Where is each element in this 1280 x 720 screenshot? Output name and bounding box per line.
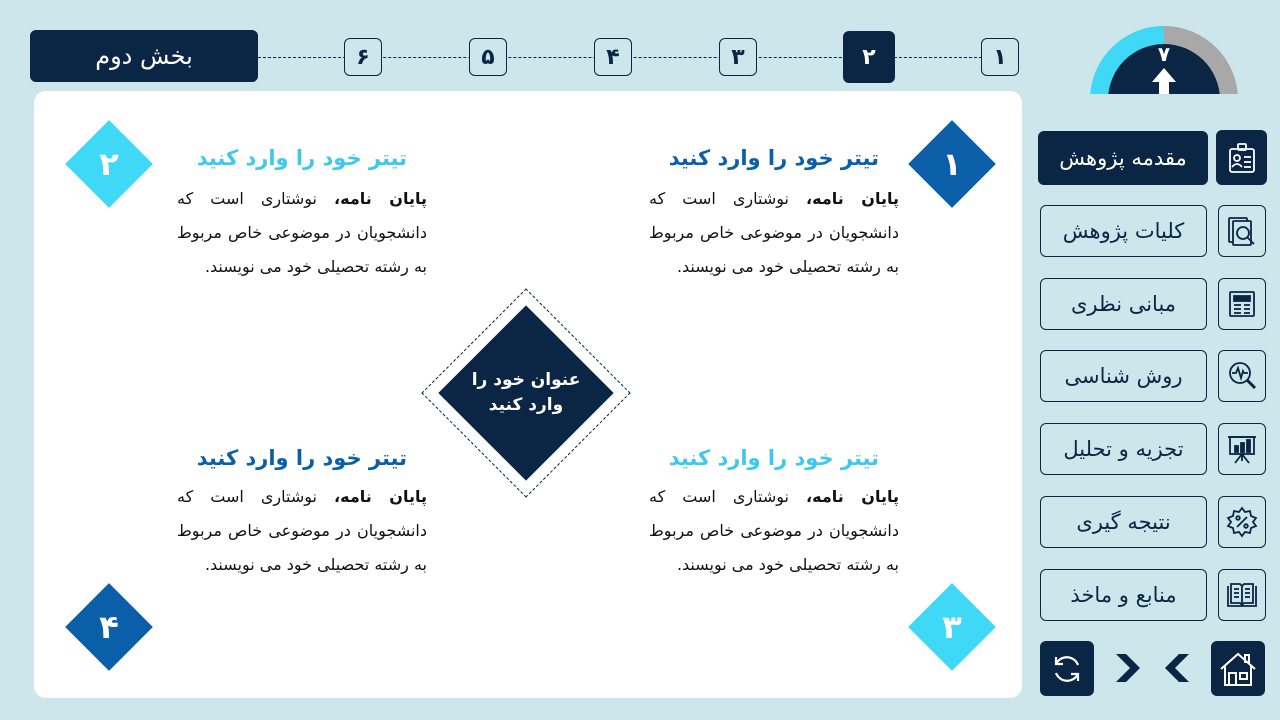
step-4[interactable]: ۴: [594, 38, 632, 76]
card-body-3: [649, 480, 899, 582]
card-lead-4: پایان نامه،: [334, 487, 427, 506]
step-6[interactable]: ۶: [344, 38, 382, 76]
card-text-4: نوشتاری است که دانشجویان در موضوعی خاص مربوط به رشته تحصیلی خود می نویسند.: [177, 487, 427, 574]
step-5[interactable]: ۵: [469, 38, 507, 76]
home-button[interactable]: [1211, 641, 1265, 696]
card-title-4: تیتر خود را وارد کنید: [196, 446, 407, 470]
sidebar-item-introduction[interactable]: مقدمه پژوهش: [1038, 131, 1208, 185]
progress-gauge: [1088, 24, 1240, 94]
card-text-3: نوشتاری است که دانشجویان در موضوعی خاص مربوط به رشته تحصیلی خود می نویسند.: [649, 487, 899, 574]
document-search-icon[interactable]: [1218, 205, 1266, 257]
sidebar-item-theory[interactable]: مبانی نظری: [1040, 278, 1207, 330]
refresh-button[interactable]: [1040, 641, 1094, 696]
step-2[interactable]: ۲: [843, 31, 895, 83]
chevron-left-icon[interactable]: [1159, 650, 1195, 686]
card-body-1: [649, 182, 899, 284]
badge-icon[interactable]: [1216, 130, 1267, 185]
refresh-icon: [1049, 651, 1085, 687]
card-number-3: ۳: [942, 608, 962, 646]
chevron-right-icon[interactable]: [1110, 650, 1146, 686]
card-lead-1: پایان نامه،: [806, 189, 899, 208]
sidebar-item-analysis[interactable]: تجزیه و تحلیل: [1040, 423, 1207, 475]
step-1[interactable]: ۱: [981, 38, 1019, 76]
sidebar-item-methodology[interactable]: روش شناسی: [1040, 350, 1207, 402]
sidebar-item-references[interactable]: منابع و ماخذ: [1040, 569, 1207, 621]
center-title-line-1: عنوان خود را: [471, 370, 581, 390]
magnifier-pulse-icon[interactable]: [1218, 350, 1266, 402]
percent-badge-icon[interactable]: [1218, 496, 1266, 548]
card-title-2: تیتر خود را وارد کنید: [196, 146, 407, 170]
card-body-4: [177, 480, 427, 582]
card-lead-3: پایان نامه،: [806, 487, 899, 506]
open-book-icon[interactable]: [1218, 569, 1266, 621]
card-text-2: نوشتاری است که دانشجویان در موضوعی خاص مربوط به رشته تحصیلی خود می نویسند.: [177, 189, 427, 276]
card-number-2: ۲: [99, 145, 119, 183]
card-body-2: [177, 182, 427, 284]
section-label: بخش دوم: [30, 30, 258, 82]
card-title-3: تیتر خود را وارد کنید: [668, 446, 879, 470]
presentation-board-icon[interactable]: [1218, 423, 1266, 475]
center-title-line-2: وارد کنید: [488, 395, 564, 415]
gauge-number: ۷: [1157, 42, 1171, 66]
newspaper-icon[interactable]: [1218, 278, 1266, 330]
card-number-4: ۴: [99, 608, 119, 646]
center-title: [446, 360, 606, 426]
step-3[interactable]: ۳: [719, 38, 757, 76]
card-lead-2: پایان نامه،: [334, 189, 427, 208]
card-number-1: ۱: [942, 145, 962, 183]
sidebar-item-conclusion[interactable]: نتیجه گیری: [1040, 496, 1207, 548]
home-icon: [1217, 649, 1259, 689]
card-title-1: تیتر خود را وارد کنید: [668, 146, 879, 170]
sidebar-item-overview[interactable]: کلیات پژوهش: [1040, 205, 1207, 257]
card-text-1: نوشتاری است که دانشجویان در موضوعی خاص مربوط به رشته تحصیلی خود می نویسند.: [649, 189, 899, 276]
